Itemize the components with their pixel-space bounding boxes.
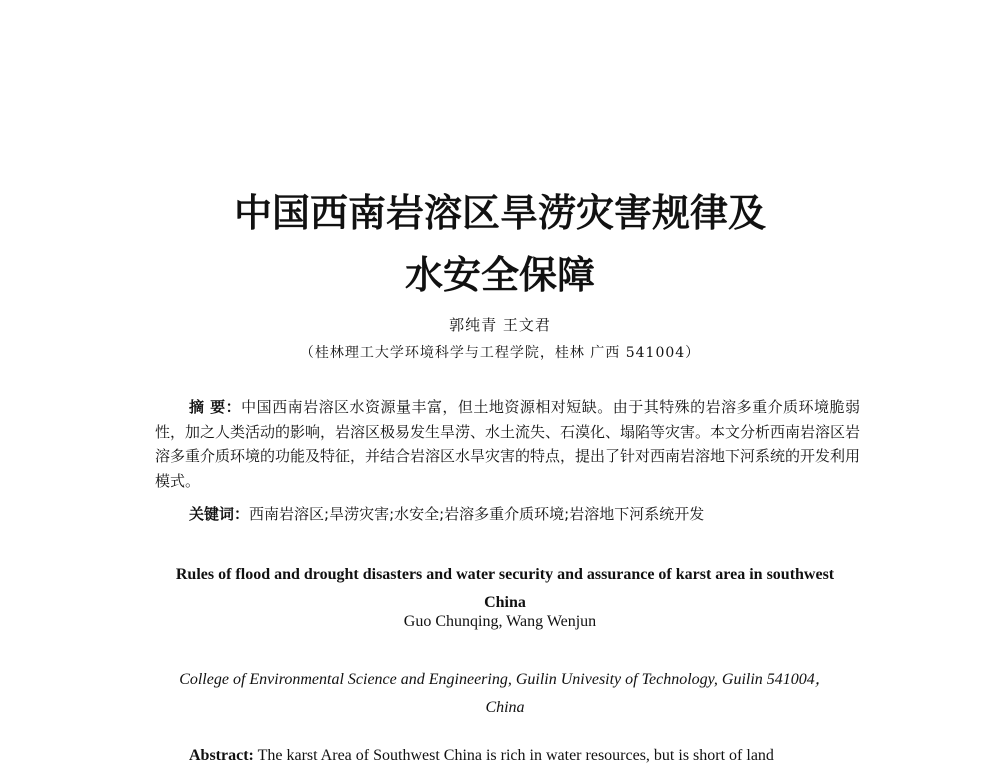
abstract-label-english: Abstract: bbox=[189, 747, 254, 764]
keywords-chinese bbox=[189, 503, 869, 524]
chinese-title-line-2: 水安全保障 bbox=[404, 252, 595, 297]
abstract-english bbox=[155, 744, 860, 768]
abstract-text-chinese: 中国西南岩溶区水资源量丰富，但土地资源相对短缺。由于其特殊的岩溶多重介质环境脆弱性，加之人类活动的影响，岩溶区极易发生旱涝、水土流失、石漠化、塌陷等灾害。本文分析西南岩溶区岩溶多重介质环境的功能及特征，并结合岩溶区水旱灾害的特点，提出了针对西南岩溶地下河系统的开发利用模式。 bbox=[155, 398, 861, 490]
abstract-chinese bbox=[155, 395, 860, 493]
keywords-label-chinese: 关键词： bbox=[189, 505, 250, 523]
affiliation-chinese: （桂林理工大学环境科学与工程学院，桂林 广西 541004） bbox=[299, 345, 701, 361]
abstract-label-chinese: 摘 要： bbox=[189, 398, 242, 416]
english-title: Rules of flood and drought disasters and water security and assurance of karst area in southwest China bbox=[175, 566, 835, 611]
affiliation-english: College of Environmental Science and Engineering, Guilin Univesity of Technology, Guilin 541004，China bbox=[179, 671, 831, 716]
chinese-title-line-1: 中国西南岩溶区旱涝灾害规律及 bbox=[233, 190, 766, 235]
abstract-text-english: The karst Area of Southwest China is rich in water resources, but is short of land bbox=[253, 747, 774, 764]
keywords-text-chinese: 西南岩溶区;旱涝灾害;水安全;岩溶多重介质环境;岩溶地下河系统开发 bbox=[249, 505, 705, 523]
authors-english: Guo Chunqing, Wang Wenjun bbox=[403, 613, 597, 630]
authors-chinese: 郭纯青 王文君 bbox=[449, 316, 551, 334]
